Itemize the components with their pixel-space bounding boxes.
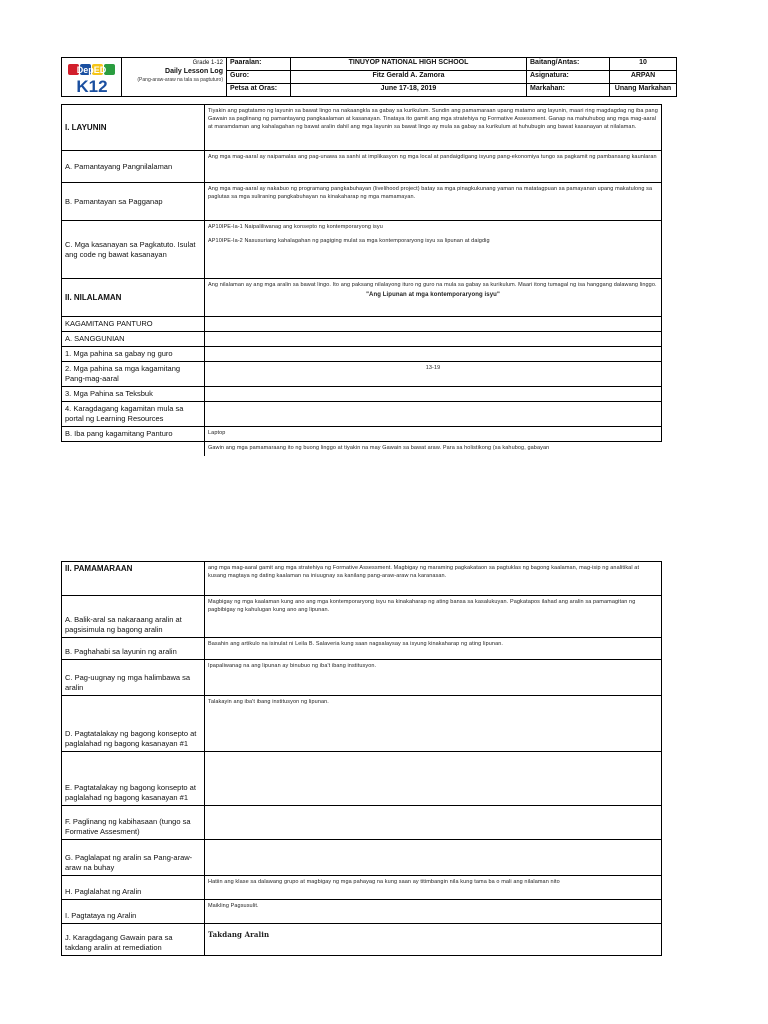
kagamitan-label: KAGAMITANG PANTURO xyxy=(62,317,205,332)
table-row xyxy=(62,660,662,696)
school-value: TINUYOP NATIONAL HIGH SCHOOL xyxy=(291,58,527,71)
pagtatalakay-1-text: Talakayin ang iba't ibang institusyon ng lipunan. xyxy=(205,696,662,752)
pag-uugnay-label: C. Pag-uugnay ng mga halimbawa sa aralin xyxy=(62,660,205,696)
kasanayan-cell xyxy=(205,221,662,279)
kasanayan-item: AP10IPE-Ia-1 Naipaliliwanag ang konsepto ng kontemporaryong isyu xyxy=(208,224,383,230)
balik-aral-text: Magbigay ng mga kaalaman kung ano ang mga kontemporaryong isyu na kinakaharap ng ating bansa sa kasalukuyan. Pagkatapos ilahad ang aralin sa pamamagitan ng pagbibigay ng kahulugan kung ano ang lipunan. xyxy=(205,596,662,638)
kasanayan-item: AP10IPE-Ia-2 Nasusuriang kahalagahan ng pagiging mulat sa mga kontemporaryong isyu sa lipunan at daigdig xyxy=(208,238,490,244)
table-row xyxy=(62,876,662,900)
karagdagang-gawain-label: J. Karagdagang Gawain para sa takdang aralin at remediation xyxy=(62,924,205,956)
table-row xyxy=(62,840,662,876)
lesson-title: "Ang Lipunan at mga kontemporaryong isyu" xyxy=(366,292,500,298)
school-label: Paaralan: xyxy=(227,58,291,71)
table-row xyxy=(62,221,662,279)
lesson-plan-table-2 xyxy=(61,561,662,956)
table-row xyxy=(62,596,662,638)
doc-subtitle: (Pang-araw-araw na tala sa pagtuturo) xyxy=(137,77,223,83)
table-row xyxy=(62,362,662,387)
nilalaman-text: Ang nilalaman ay ang mga aralin sa bawat lingo. Ito ang paksang nilalayong ituro ng guro na mula sa gabay sa kurikulum. Maari itong tumagal ng isa hanggang dalawang linggo. xyxy=(208,282,657,288)
sanggunian-label: A. SANGGUNIAN xyxy=(62,332,205,347)
gabay-guro-label: 1. Mga pahina sa gabay ng guro xyxy=(62,347,205,362)
pag-uugnay-text: Ipapaliwanag na ang lipunan ay binubuo ng iba't ibang institusyon. xyxy=(205,660,662,696)
table-row xyxy=(62,332,662,347)
pang-mag-aaral-label: 2. Mga pahina sa mga kagamitang Pang-mag-aaral xyxy=(62,362,205,387)
table-row xyxy=(62,317,662,332)
grade-info-cell xyxy=(122,58,227,97)
table-row xyxy=(62,638,662,660)
nilalaman-label: II. NILALAMAN xyxy=(62,279,205,317)
pang-mag-aaral-pages: 13-19 xyxy=(205,362,662,387)
paghahabi-text: Basahin ang artikulo na isinulat ni Leila B. Salaveria kung saan nagsalaysay sa isyung kinakaharap ng ating lipunan. xyxy=(205,638,662,660)
table-row xyxy=(62,347,662,362)
pagtatalakay-1-label: D. Pagtatalakay ng bagong konsepto at paglalahad ng bagong kasanayan #1 xyxy=(62,696,205,752)
table-row xyxy=(62,442,662,456)
table-row xyxy=(62,387,662,402)
table-row xyxy=(62,806,662,840)
layunin-text: Tiyakin ang pagtatamo ng layunin sa bawat lingo na nakaangkla sa gabay sa kurikulum. Sundin ang pamamaraan upang matamo ang layunin, maari ring magdagdag ng iba pang Gawain sa paglinang ng pamantayang pangkaalaman at kasanayan. Tinataya ito gamit ang mga stratehiya ng Formative Assessment. Ganap na mahuhubog ang mga mag-aaral at maramdaman ang kahalagahan ng bawat aralin dahil ang mga layunin sa bawat lingo ay mula sa gabay sa kurikulum at huhubugin ang bawat kasanayan at nilalaman. xyxy=(205,105,662,151)
footer-note: Gawin ang mga pamamaraang ito ng buong linggo at tiyakin na may Gawain sa bawat araw. Para sa holistikong (sa kahubog, gabayan xyxy=(205,442,662,456)
table-row xyxy=(62,183,662,221)
pagtataya-label: I. Pagtataya ng Aralin xyxy=(62,900,205,924)
layunin-label: I. LAYUNIN xyxy=(62,105,205,151)
paglalapat-text xyxy=(205,840,662,876)
teacher-value: Fitz Gerald A. Zamora xyxy=(291,71,527,84)
pagtatalakay-2-text xyxy=(205,752,662,806)
teacher-label: Guro: xyxy=(227,71,291,84)
pagganap-text: Ang mga mag-aaral ay nakabuo ng programang pangkabuhayan (livelihood project) batay sa mga pinagkukunang yaman na matatagpuan sa pamayanan upang makatulong sa paglutas sa mga suliraning pangkabuhayan na kinakaharap ng mga mamamayan. xyxy=(205,183,662,221)
date-label: Petsa at Oras: xyxy=(227,84,291,97)
paglalahat-label: H. Paglalahat ng Aralin xyxy=(62,876,205,900)
karagdagang-gawain-cell xyxy=(205,924,662,956)
table-row xyxy=(62,105,662,151)
kasanayan-label: C. Mga kasanayan sa Pagkatuto. Isulat ang code ng bawat kasanayan xyxy=(62,221,205,279)
balik-aral-label: A. Balik-aral sa nakaraang aralin at pagsisimula ng bagong aralin xyxy=(62,596,205,638)
quarter-value: Unang Markahan xyxy=(610,84,677,97)
deped-logo-cell xyxy=(62,58,122,97)
table-row xyxy=(62,427,662,442)
pamamaraan-text: ang mga mag-aaral gamit ang mga stratehiya ng Formative Assessment. Magbigay ng maraming pagkakataon sa pagtuklas ng bagong kaalaman, mag-isip ng analitikal at kusang magtaya ng dating kaalaman na iniuugnay sa kanilang pang-araw-araw na karanasan. xyxy=(205,562,662,596)
table-row xyxy=(62,279,662,317)
lesson-plan-table-1 xyxy=(61,104,662,456)
svg-text:DepED: DepED xyxy=(76,64,107,75)
quarter-label: Markahan: xyxy=(527,84,610,97)
grade-label: Grade 1-12 xyxy=(192,60,223,66)
pangnilalaman-text: Ang mga mag-aaral ay naipamalas ang pag-unawa sa sanhi at implikasyon ng mga local at pandaigdigang isyung pang-ekonomiya tungo sa pagkamit ng pambansang kaunlaran xyxy=(205,151,662,183)
kabihasaan-label: F. Paglinang ng kabihasaan (tungo sa Formative Assesment) xyxy=(62,806,205,840)
table-row xyxy=(62,924,662,956)
nilalaman-cell xyxy=(205,279,662,317)
paglalapat-label: G. Paglalapat ng aralin sa Pang-araw-araw na buhay xyxy=(62,840,205,876)
pangnilalaman-label: A. Pamantayang Pangnilalaman xyxy=(62,151,205,183)
subject-label: Asignatura: xyxy=(527,71,610,84)
table-row xyxy=(62,752,662,806)
teksbuk-label: 3. Mga Pahina sa Teksbuk xyxy=(62,387,205,402)
pamamaraan-label: II. PAMAMARAAN xyxy=(62,562,205,596)
grade-level-value: 10 xyxy=(610,58,677,71)
table-row xyxy=(62,696,662,752)
pagganap-label: B. Pamantayan sa Pagganap xyxy=(62,183,205,221)
header-table xyxy=(61,57,677,97)
table-row xyxy=(62,151,662,183)
lr-portal-label: 4. Karagdagang kagamitan mula sa portal ng Learning Resources xyxy=(62,402,205,427)
takdang-aralin-text: Takdang Aralin xyxy=(208,930,270,939)
iba-pang-value: Laptop xyxy=(205,427,662,442)
doc-title: Daily Lesson Log xyxy=(165,68,223,75)
date-value: June 17-18, 2019 xyxy=(291,84,527,97)
pagtatalakay-2-label: E. Pagtatalakay ng bagong konsepto at paglalahad ng bagong kasanayan #1 xyxy=(62,752,205,806)
svg-text:K12: K12 xyxy=(76,76,108,95)
deped-k12-logo xyxy=(62,63,122,95)
table-row xyxy=(62,562,662,596)
pagtataya-text: Maikling Pagsusulit. xyxy=(205,900,662,924)
paghahabi-label: B. Paghahabi sa layunin ng aralin xyxy=(62,638,205,660)
iba-pang-label: B. Iba pang kagamitang Panturo xyxy=(62,427,205,442)
table-row xyxy=(62,900,662,924)
table-row xyxy=(62,402,662,427)
paglalahat-text: Hatiin ang klase sa dalawang grupo at magbigay ng mga pahayag na kung saan ay titimbangin nila kung tama ba o mali ang nilalaman nito xyxy=(205,876,662,900)
subject-value: ARPAN xyxy=(610,71,677,84)
kabihasaan-text xyxy=(205,806,662,840)
grade-level-label: Baitang/Antas: xyxy=(527,58,610,71)
